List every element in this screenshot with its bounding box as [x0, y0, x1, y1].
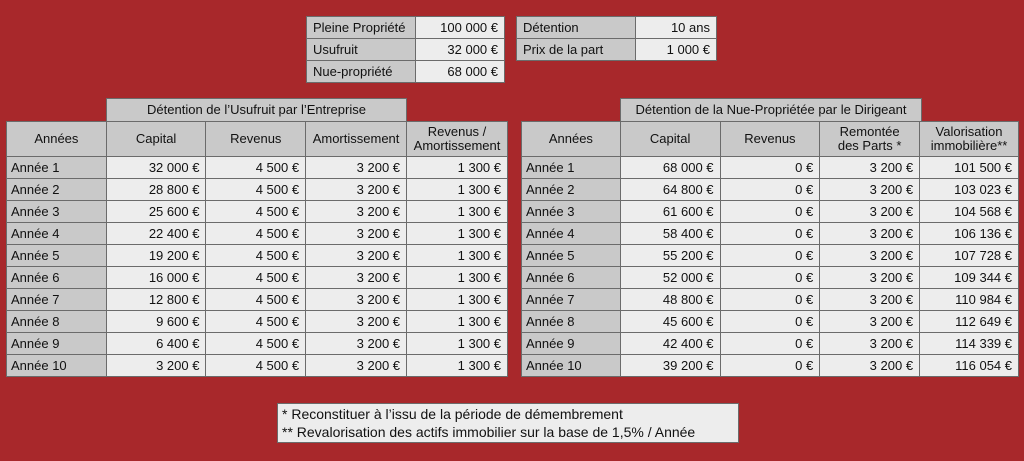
value-cell: 3 200 €	[820, 245, 920, 267]
value-cell: 64 800 €	[620, 179, 720, 201]
summary-label: Prix de la part	[517, 39, 636, 61]
year-cell: Année 1	[7, 157, 107, 179]
value-cell: 28 800 €	[106, 179, 206, 201]
value-cell: 4 500 €	[206, 289, 306, 311]
value-cell: 3 200 €	[106, 355, 206, 377]
column-header: Revenus	[720, 122, 820, 157]
footnote-reconstitution: * Reconstituer à l’issu de la période de démembrement	[282, 406, 623, 422]
value-cell: 3 200 €	[306, 245, 407, 267]
value-cell: 0 €	[720, 355, 820, 377]
value-cell: 9 600 €	[106, 311, 206, 333]
value-cell: 12 800 €	[106, 289, 206, 311]
value-cell: 0 €	[720, 333, 820, 355]
value-cell: 1 300 €	[407, 201, 508, 223]
year-cell: Année 4	[7, 223, 107, 245]
year-cell: Année 3	[522, 201, 621, 223]
column-header: Remontée des Parts *	[820, 122, 920, 157]
table-row	[7, 267, 508, 289]
value-cell: 3 200 €	[820, 333, 920, 355]
value-cell: 19 200 €	[106, 245, 206, 267]
value-cell: 3 200 €	[306, 289, 407, 311]
column-header: Capital	[106, 122, 206, 157]
value-cell: 3 200 €	[820, 223, 920, 245]
value-cell: 101 500 €	[920, 157, 1019, 179]
value-cell: 4 500 €	[206, 157, 306, 179]
year-cell: Année 9	[7, 333, 107, 355]
value-cell: 1 300 €	[407, 311, 508, 333]
value-cell: 3 200 €	[820, 355, 920, 377]
column-header: Capital	[620, 122, 720, 157]
value-cell: 0 €	[720, 289, 820, 311]
value-cell: 0 €	[720, 201, 820, 223]
column-header: Années	[522, 122, 621, 157]
table-row	[522, 311, 1019, 333]
year-cell: Année 5	[7, 245, 107, 267]
value-cell: 32 000 €	[106, 157, 206, 179]
value-cell: 4 500 €	[206, 179, 306, 201]
value-cell: 4 500 €	[206, 223, 306, 245]
value-cell: 116 054 €	[920, 355, 1019, 377]
summary-row	[307, 17, 505, 39]
value-cell: 1 300 €	[407, 355, 508, 377]
year-cell: Année 10	[522, 355, 621, 377]
table-row	[522, 245, 1019, 267]
summary-table-left	[306, 16, 505, 83]
summary-value: 68 000 €	[416, 61, 505, 83]
year-cell: Année 9	[522, 333, 621, 355]
value-cell: 6 400 €	[106, 333, 206, 355]
value-cell: 42 400 €	[620, 333, 720, 355]
value-cell: 25 600 €	[106, 201, 206, 223]
value-cell: 16 000 €	[106, 267, 206, 289]
column-header: Amortissement	[306, 122, 407, 157]
summary-table-right	[516, 16, 717, 61]
value-cell: 22 400 €	[106, 223, 206, 245]
column-header: Valorisation immobilière**	[920, 122, 1019, 157]
value-cell: 52 000 €	[620, 267, 720, 289]
footnote-revalorisation: ** Revalorisation des actifs immobilier sur la base de 1,5% / Année	[282, 424, 696, 440]
value-cell: 4 500 €	[206, 267, 306, 289]
value-cell: 3 200 €	[820, 201, 920, 223]
summary-value: 10 ans	[636, 17, 717, 39]
year-cell: Année 8	[522, 311, 621, 333]
summary-value: 1 000 €	[636, 39, 717, 61]
value-cell: 1 300 €	[407, 267, 508, 289]
year-cell: Année 3	[7, 201, 107, 223]
summary-row	[517, 39, 717, 61]
year-cell: Année 7	[7, 289, 107, 311]
value-cell: 4 500 €	[206, 245, 306, 267]
value-cell: 3 200 €	[306, 333, 407, 355]
year-cell: Année 4	[522, 223, 621, 245]
value-cell: 1 300 €	[407, 179, 508, 201]
summary-value: 32 000 €	[416, 39, 505, 61]
table-row	[522, 289, 1019, 311]
value-cell: 0 €	[720, 245, 820, 267]
table-row	[7, 179, 508, 201]
table-row	[7, 311, 508, 333]
value-cell: 3 200 €	[306, 311, 407, 333]
value-cell: 3 200 €	[820, 157, 920, 179]
value-cell: 109 344 €	[920, 267, 1019, 289]
year-cell: Année 6	[7, 267, 107, 289]
table-row	[522, 223, 1019, 245]
summary-label: Pleine Propriété	[307, 17, 416, 39]
value-cell: 4 500 €	[206, 201, 306, 223]
table-row	[7, 289, 508, 311]
value-cell: 4 500 €	[206, 333, 306, 355]
nue-propriete-table	[521, 121, 1019, 377]
value-cell: 112 649 €	[920, 311, 1019, 333]
table-row	[7, 333, 508, 355]
table-row	[7, 157, 508, 179]
value-cell: 1 300 €	[407, 157, 508, 179]
value-cell: 0 €	[720, 179, 820, 201]
value-cell: 0 €	[720, 223, 820, 245]
value-cell: 0 €	[720, 267, 820, 289]
value-cell: 55 200 €	[620, 245, 720, 267]
table-row	[522, 355, 1019, 377]
table-row	[522, 267, 1019, 289]
table-row	[7, 355, 508, 377]
value-cell: 1 300 €	[407, 333, 508, 355]
value-cell: 3 200 €	[306, 179, 407, 201]
value-cell: 39 200 €	[620, 355, 720, 377]
summary-value: 100 000 €	[416, 17, 505, 39]
summary-label: Détention	[517, 17, 636, 39]
value-cell: 3 200 €	[820, 289, 920, 311]
column-header: Revenus	[206, 122, 306, 157]
value-cell: 58 400 €	[620, 223, 720, 245]
value-cell: 61 600 €	[620, 201, 720, 223]
summary-row	[307, 39, 505, 61]
value-cell: 3 200 €	[820, 267, 920, 289]
value-cell: 0 €	[720, 157, 820, 179]
value-cell: 45 600 €	[620, 311, 720, 333]
usufruit-table	[6, 121, 508, 377]
year-cell: Année 2	[522, 179, 621, 201]
year-cell: Année 2	[7, 179, 107, 201]
value-cell: 3 200 €	[306, 157, 407, 179]
table-row	[522, 179, 1019, 201]
value-cell: 1 300 €	[407, 289, 508, 311]
value-cell: 103 023 €	[920, 179, 1019, 201]
year-cell: Année 5	[522, 245, 621, 267]
table-row	[522, 201, 1019, 223]
footnotes	[277, 403, 739, 443]
value-cell: 114 339 €	[920, 333, 1019, 355]
value-cell: 107 728 €	[920, 245, 1019, 267]
value-cell: 1 300 €	[407, 223, 508, 245]
table-row	[7, 201, 508, 223]
nue-propriete-table-title: Détention de la Nue-Propriétée par le Dirigeant	[620, 98, 922, 122]
value-cell: 4 500 €	[206, 355, 306, 377]
value-cell: 106 136 €	[920, 223, 1019, 245]
year-cell: Année 1	[522, 157, 621, 179]
year-cell: Année 8	[7, 311, 107, 333]
value-cell: 104 568 €	[920, 201, 1019, 223]
value-cell: 3 200 €	[306, 223, 407, 245]
summary-label: Usufruit	[307, 39, 416, 61]
year-cell: Année 10	[7, 355, 107, 377]
value-cell: 110 984 €	[920, 289, 1019, 311]
summary-label: Nue-propriété	[307, 61, 416, 83]
column-header: Années	[7, 122, 107, 157]
table-row	[522, 157, 1019, 179]
usufruit-table-title: Détention de l’Usufruit par l’Entreprise	[106, 98, 407, 122]
value-cell: 3 200 €	[306, 267, 407, 289]
year-cell: Année 6	[522, 267, 621, 289]
table-row	[7, 245, 508, 267]
value-cell: 0 €	[720, 311, 820, 333]
summary-row	[307, 61, 505, 83]
value-cell: 3 200 €	[820, 311, 920, 333]
value-cell: 3 200 €	[306, 355, 407, 377]
summary-row	[517, 17, 717, 39]
year-cell: Année 7	[522, 289, 621, 311]
value-cell: 48 800 €	[620, 289, 720, 311]
value-cell: 4 500 €	[206, 311, 306, 333]
column-header: Revenus / Amortissement	[407, 122, 508, 157]
value-cell: 3 200 €	[820, 179, 920, 201]
table-row	[7, 223, 508, 245]
value-cell: 1 300 €	[407, 245, 508, 267]
value-cell: 68 000 €	[620, 157, 720, 179]
value-cell: 3 200 €	[306, 201, 407, 223]
table-row	[522, 333, 1019, 355]
